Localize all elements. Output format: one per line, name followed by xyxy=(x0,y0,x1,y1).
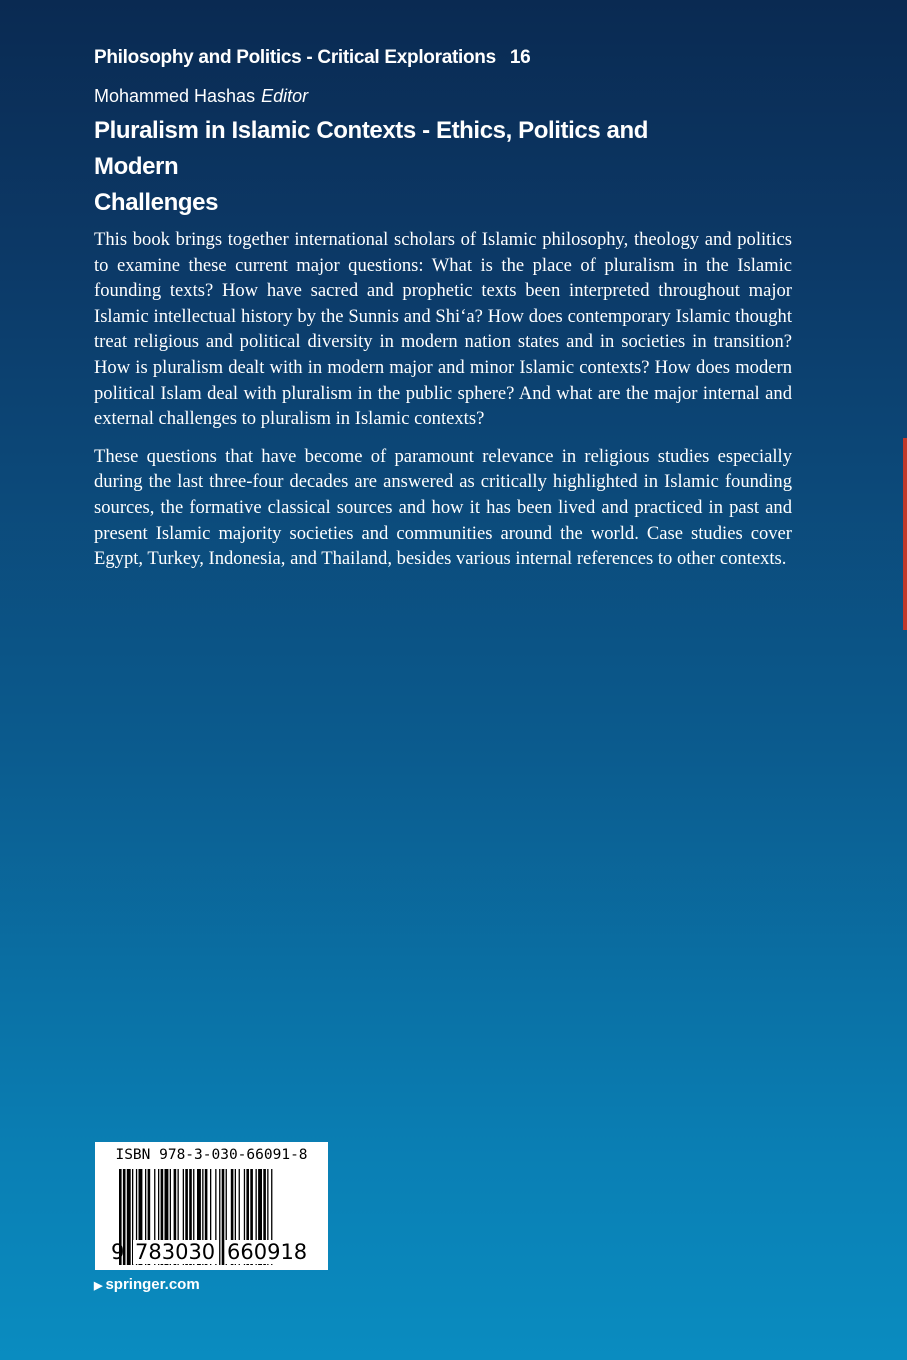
book-title-line-1: Pluralism in Islamic Contexts - Ethics, Politics and Modern xyxy=(94,117,649,180)
spine-edge-mark xyxy=(903,438,907,630)
barcode-bar xyxy=(222,1169,225,1265)
play-arrow-icon: ▶ xyxy=(94,1280,103,1292)
publisher-url: springer.com xyxy=(105,1276,200,1293)
ean-first-digit: 9 xyxy=(111,1240,125,1264)
blurb-paragraph-1: This book brings together international scholars of Islamic philosophy, theology and politics to examine these current major questions: What is the place of pluralism in the Islamic founding texts? How have sacred and prophetic texts been interpreted throughout major Islamic intellectual history by the Sunnis and Shi‘a? How does contemporary Islamic thought treat religious and political diversity in modern nation states and in societies in transition? How is pluralism dealt with in modern major and minor Islamic contexts? How does modern political Islam deal with pluralism in the public sphere? And what are the major internal and external challenges to pluralism in Islamic contexts? xyxy=(94,229,792,430)
editor-name: Mohammed Hashas xyxy=(94,86,256,106)
series-line xyxy=(94,47,530,69)
barcode-bar xyxy=(127,1169,131,1265)
ean-left-group: 783030 xyxy=(135,1240,216,1264)
blurb-paragraph-2: These questions that have become of paramount relevance in religious studies especially during the last three-four decades are answered as critically highlighted in Islamic founding sources, the formative classical sources and how it has been lived and practiced in past and present Islamic majority societies and communities around the world. Case studies cover Egypt, Turkey, Indonesia, and Thailand, besides various internal references to other contexts. xyxy=(94,445,792,570)
barcode-bar xyxy=(219,1169,220,1265)
editor-line xyxy=(94,86,308,107)
book-blurb xyxy=(94,227,792,584)
ean-right-group: 660918 xyxy=(227,1240,308,1264)
book-title xyxy=(94,113,714,221)
isbn-label: ISBN 978-3-030-66091-8 xyxy=(115,1147,308,1163)
book-title-line-2: Challenges xyxy=(94,189,219,216)
series-number: 16 xyxy=(509,47,531,68)
editor-role: Editor xyxy=(261,86,309,106)
series-name: Philosophy and Politics - Critical Explorations xyxy=(94,47,496,68)
isbn-barcode xyxy=(95,1142,328,1270)
publisher-link[interactable] xyxy=(94,1276,200,1293)
